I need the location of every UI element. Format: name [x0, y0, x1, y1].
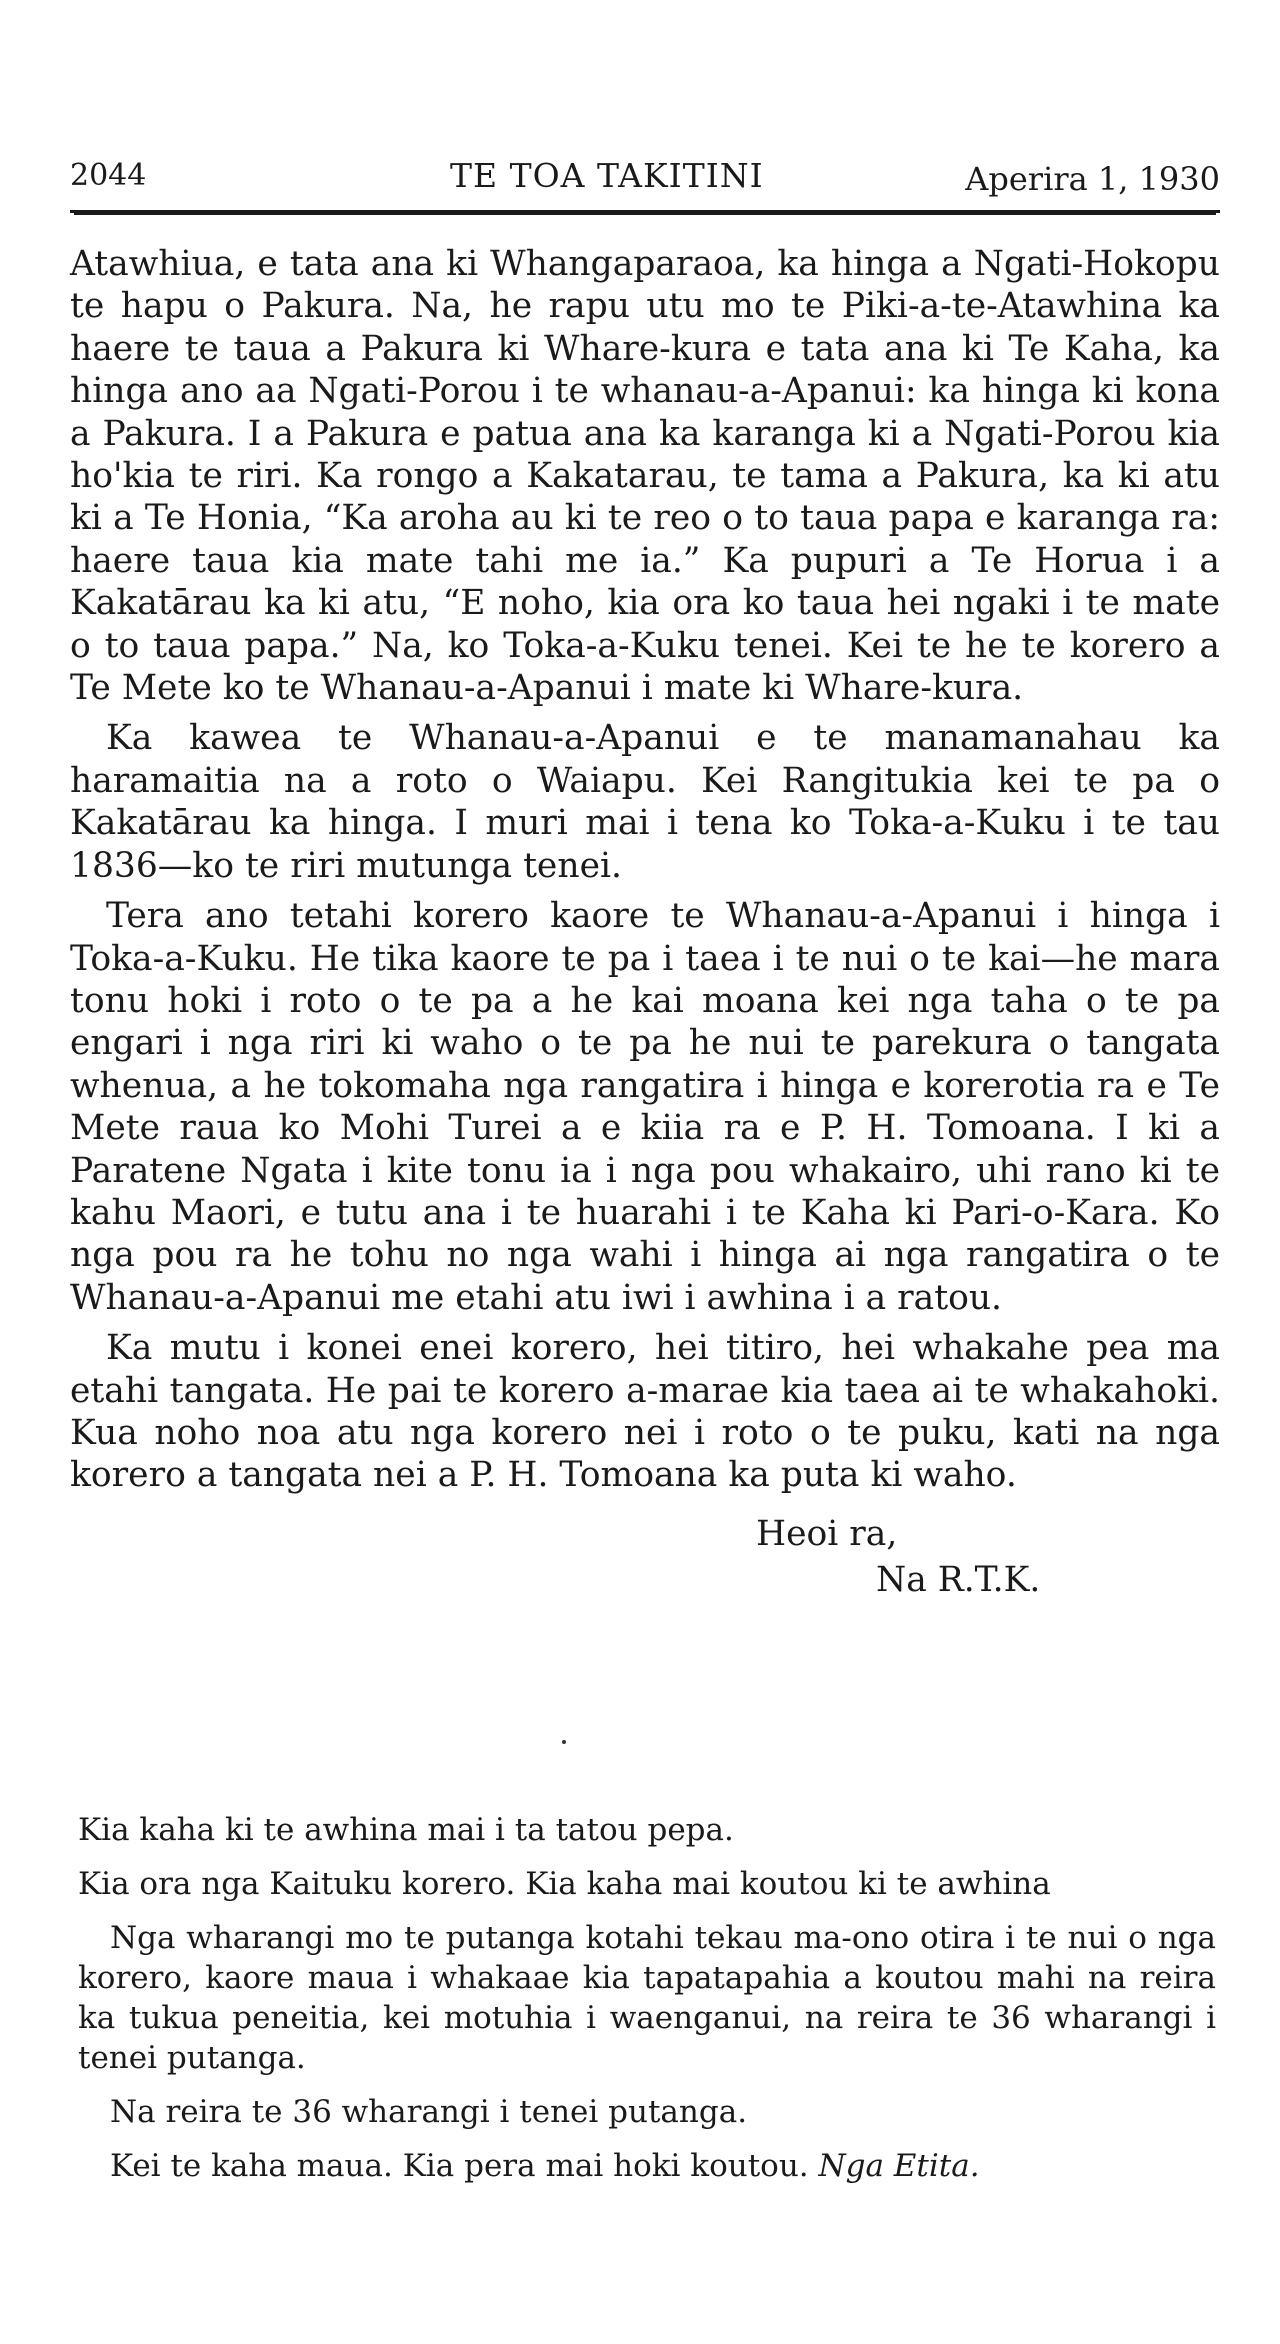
- article-paragraph: Atawhiua, e tata ana ki Whangaparaoa, ka hinga a Ngati-Hokopu te hapu o Pakura. Na, he rapu utu mo te Piki-a-te-Atawhina ka haere te taua a Pakura ki Whare-kura e tata ana ki Te Kaha, ka hinga ano aa Ngati-Porou i te whanau-a-Apanui: ka hinga ki kona a Pakura. I a Pakura e patua ana ka karanga ki a Ngati-Porou kia ho'kia te riri. Ka rongo a Kakatarau, te tama a Pakura, ka ki atu ki a Te Honia, “Ka aroha au ki te reo o to taua papa e karanga ra: haere taua kia mate tahi me ia.” Ka pupuri a Te Horua i a Kakatārau ka ki atu, “E noho, kia ora ko taua hei ngaki i te mate o to taua papa.” Na, ko Toka-a-Kuku tenei. Kei te he te korero a Te Mete ko te Whanau-a-Apanui i mate ki Whare-kura.: [70, 244, 1220, 709]
- article-paragraph: Tera ano tetahi korero kaore te Whanau-a-Apanui i hinga i Toka-a-Kuku. He tika kaore te pa i taea i te nui o te kai—he mara tonu hoki i roto o te pa a he kai moana kei nga taha o te pa engari i nga riri ki waho o te pa he nui te parekura o tangata whenua, a he tokomaha nga rangatira i hinga e korerotia ra e Te Mete raua ko Mohi Turei a e kiia ra e P. H. Tomoana. I ki a Paratene Ngata i kite tonu ia i nga pou whakairo, uhi rano ki te kahu Maori, e tutu ana i te huarahi i te Kaha ki Pari-o-Kara. Ko nga pou ra he tohu no nga wahi i hinga ai nga rangatira o te Whanau-a-Apanui me etahi atu iwi i awhina i a ratou.: [70, 896, 1220, 1318]
- notes-paragraph: Kia ora nga Kaituku korero. Kia kaha mai koutou ki te awhina: [78, 1866, 1051, 1902]
- signoff-greeting: Heoi ra,: [756, 1513, 898, 1554]
- article-paragraph: Ka mutu i konei enei korero, hei titiro, hei whakahe pea ma etahi tangata. He pai te korero a-marae kia taea ai te whakahoki. Kua noho noa atu nga korero nei i roto o te puku, kati na nga korero a tangata nei a P. H. Tomoana ka puta ki waho.: [70, 1328, 1220, 1496]
- notes-paragraph: Kia kaha ki te awhina mai i ta tatou pepa.: [78, 1812, 734, 1848]
- article-paragraph: Ka kawea te Whanau-a-Apanui e te manamanahau ka haramaitia na a roto o Waiapu. Kei Rangitukia kei te pa o Kakatārau ka hinga. I muri mai i tena ko Toka-a-Kuku i te tau 1836—ko te riri mutunga tenei.: [70, 718, 1220, 886]
- closing-text: Kei te kaha maua. Kia pera mai hoki koutou.: [110, 2148, 809, 2184]
- editors-signature: Nga Etita.: [818, 2148, 980, 2184]
- notes-paragraph: Na reira te 36 wharangi i tenei putanga.: [110, 2094, 748, 2130]
- separator-dot: [562, 1740, 566, 1744]
- article-body: [70, 243, 1220, 1497]
- signoff-author: Na R.T.K.: [876, 1559, 1041, 1600]
- journal-page: [70, 150, 1220, 1603]
- issue-date: Aperira 1, 1930: [965, 160, 1220, 198]
- editorial-notes: [78, 1810, 1216, 2200]
- page-number: 2044: [70, 158, 147, 193]
- journal-title: TE TOA TAKITINI: [450, 156, 764, 195]
- notes-paragraph: Nga wharangi mo te putanga kotahi tekau ma-ono otira i te nui o nga korero, kaore maua i whakaae kia tapatapahia a koutou mahi na reira ka tukua peneitia, kei motuhia i waenganui, na reira te 36 wharangi i tenei putanga.: [78, 1920, 1216, 2076]
- article-signoff: [756, 1511, 1220, 1603]
- page-header: [70, 150, 1220, 213]
- notes-closing: [78, 2146, 1216, 2186]
